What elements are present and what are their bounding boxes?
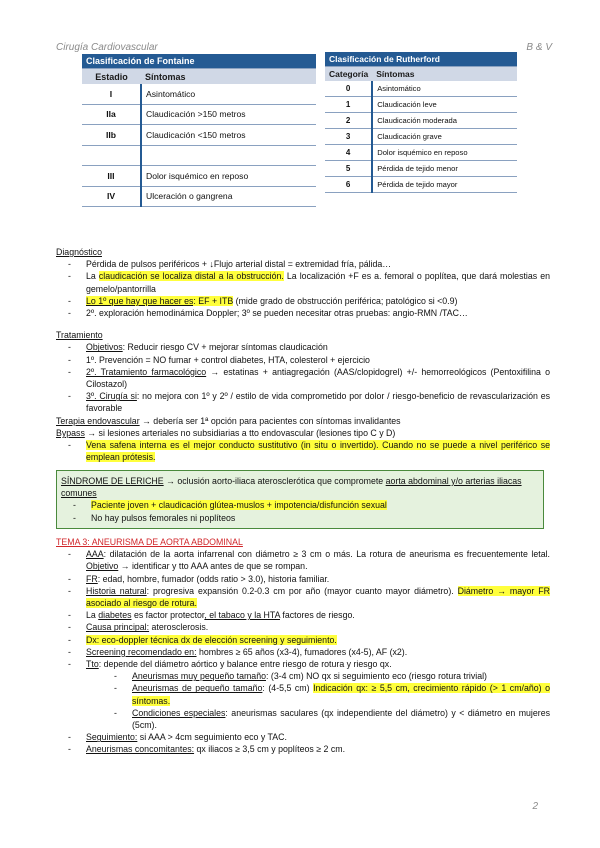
item-text: La <box>86 610 99 621</box>
item-text: : dilatación de la aorta infarrenal con diámetro ≥ 3 cm o más. La rotura de aneurisma es frecuentemente letal. <box>103 549 550 560</box>
list-item <box>68 390 550 414</box>
highlight-text: Paciente joven + claudicación glútea-muslos + impotencia/disfunción sexual <box>91 500 387 511</box>
list-item <box>68 731 550 743</box>
item-text: hombres ≥ 65 años (x3-4), fumadores (x4-5), AF (x2). <box>196 646 408 657</box>
tratamiento-list <box>56 341 550 414</box>
document-header-authors: B & V <box>526 42 552 53</box>
item-text: : depende del diámetro aórtico y balance entre riesgo de rotura y riesgo qx. <box>98 659 392 670</box>
item-text: La localización +F es a. femoral o poplítea, que dará molestias en gemelo/pantorrilla <box>86 271 550 294</box>
fontaine-stage: I <box>82 84 141 104</box>
bypass-list <box>56 439 550 463</box>
list-item <box>68 258 550 270</box>
item-text: : progresiva expansión 0.2-0.3 cm por año (mayor cuanto mayor diámetro). <box>146 585 458 596</box>
highlight-text: Indicación qx: ≥ 5,5 cm, crecimiento rápido (> 1 cm/año) o síntomas. <box>132 683 550 706</box>
item-label: AAA <box>86 549 104 560</box>
item-label: Aneurismas concomitantes: <box>86 744 195 755</box>
tema3-heading: TEMA 3: ANEURISMA DE AORTA ABDOMINAL <box>56 537 243 547</box>
table-row <box>325 113 517 129</box>
fontaine-table <box>82 54 316 207</box>
fontaine-stage-empty <box>82 145 141 166</box>
rutherford-symptom: Asintomático <box>372 81 517 97</box>
item-label: Condiciones especiales <box>132 707 226 718</box>
fontaine-symptom: Dolor isquémico en reposo <box>141 166 316 187</box>
list-item <box>68 621 550 633</box>
rutherford-table <box>325 52 517 193</box>
fontaine-symptom-empty <box>141 145 316 166</box>
document-header-title: Cirugía Cardiovascular <box>56 42 158 53</box>
item-text: → estatinas + antiagregación (AAS/clopidogrel) +/- hemorreológicos (Pentoxifilina o Cilostazol) <box>86 366 550 390</box>
table-row <box>325 161 517 177</box>
item-text: : (4-5,5 cm) <box>262 683 314 694</box>
item-text: factores de riesgo. <box>279 610 355 621</box>
highlight-text: Diámetro → mayor FR asociado al riesgo de rotura. <box>86 585 550 609</box>
list-item <box>114 682 550 706</box>
item-text: → identificar y tto AAA antes de que se rompan. <box>118 561 308 572</box>
list-item <box>68 658 550 731</box>
list-item <box>68 341 550 353</box>
highlight-text: : EF + ITB <box>193 295 234 306</box>
rutherford-category: 4 <box>325 145 372 161</box>
table-row <box>325 145 517 161</box>
list-item <box>68 307 550 319</box>
table-row <box>325 81 517 97</box>
item-text: qx iliacos ≥ 3,5 cm y poplíteos ≥ 2 cm. <box>194 744 346 755</box>
item-text: si AAA > 4cm seguimiento eco y TAC. <box>137 732 287 743</box>
fontaine-symptom: Claudicación >150 metros <box>141 104 316 125</box>
list-item <box>68 366 550 390</box>
rutherford-title: Clasificación de Rutherford <box>325 52 517 67</box>
item-label: 3º. Cirugía si <box>86 391 137 402</box>
item-label: Aneurismas muy pequeño tamaño <box>132 671 266 682</box>
list-item <box>68 439 550 463</box>
bypass-line <box>56 427 550 439</box>
list-item <box>68 548 550 572</box>
table-row <box>82 104 316 125</box>
item-label: Objetivo <box>86 561 119 572</box>
list-item <box>73 512 539 524</box>
list-item <box>68 609 550 621</box>
fontaine-col-symptoms: Síntomas <box>141 69 316 85</box>
rutherford-symptom: Pérdida de tejido mayor <box>372 177 517 193</box>
item-label: Seguimiento: <box>86 732 138 743</box>
rutherford-category: 2 <box>325 113 372 129</box>
item-text: es factor protector <box>131 610 205 621</box>
fontaine-stage: IV <box>82 186 141 207</box>
item-label: , el tabaco y la HTA <box>204 610 280 621</box>
table-row <box>325 177 517 193</box>
rutherford-symptom: Claudicación leve <box>372 97 517 113</box>
rutherford-symptom: Claudicación moderada <box>372 113 517 129</box>
highlight-text: claudicación se localiza distal a la obstrucción. <box>98 271 284 282</box>
diagnostico-heading: Diagnóstico <box>56 247 102 257</box>
item-label: FR <box>86 573 98 584</box>
table-row <box>82 84 316 104</box>
highlight-text: Dx: eco-doppler técnica dx de elección screening y seguimiento. <box>86 634 337 645</box>
list-item <box>73 499 539 511</box>
item-label: Terapia endovascular <box>56 415 140 426</box>
diagnostico-list <box>56 258 550 319</box>
table-row <box>82 166 316 187</box>
tema3-section <box>56 536 550 756</box>
item-text: : no mejora con 1º y 2º / estilo de vida comprometido por dolor / riesgo-beneficio de revascularización es favorable <box>86 391 551 414</box>
rutherford-symptom: Claudicación grave <box>372 129 517 145</box>
rutherford-category: 5 <box>325 161 372 177</box>
item-label: Bypass <box>56 427 85 438</box>
list-item <box>68 743 550 755</box>
rutherford-symptom: Pérdida de tejido menor <box>372 161 517 177</box>
highlight-text: Vena safena interna es el mejor conducto sustitutivo (in situ o invertido). Cuando no se puede a nivel periférico se emplean prótesis. <box>86 440 550 463</box>
item-text: No hay pulsos femorales ni poplíteos <box>91 512 236 523</box>
fontaine-symptom: Asintomático <box>141 84 316 104</box>
item-label: Historia natural <box>86 585 147 596</box>
item-text: → si lesiones arteriales no subsidiarias a tto endovascular (lesiones tipo C y D) <box>84 427 396 438</box>
list-item <box>114 670 550 682</box>
rutherford-col-symptoms: Síntomas <box>372 67 517 82</box>
item-text: : edad, hombre, fumador (odds ratio > 3.0), historia familiar. <box>97 573 330 584</box>
rutherford-category: 1 <box>325 97 372 113</box>
item-text: → debería ser 1ª opción para pacientes con síntomas invalidantes <box>139 415 401 426</box>
item-label: Tto <box>86 659 99 670</box>
item-text: : (3-4 cm) NO qx si seguimiento eco (riesgo rotura trivial) <box>266 671 487 682</box>
rutherford-col-category: Categoría <box>325 67 372 82</box>
item-text: 2º. exploración hemodinámica Doppler; 3º se pueden necesitar otras pruebas: angio-RMN /TAC… <box>86 308 468 319</box>
item-label: diabetes <box>98 610 132 621</box>
list-item <box>68 270 550 294</box>
leriche-box <box>56 470 544 529</box>
fontaine-title: Clasificación de Fontaine <box>82 54 316 69</box>
fontaine-stage: IIa <box>82 104 141 125</box>
list-item <box>68 634 550 646</box>
table-row <box>325 97 517 113</box>
item-label: Causa principal: <box>86 622 150 633</box>
table-row <box>82 186 316 207</box>
item-label: SÍNDROME DE LERICHE <box>61 476 164 486</box>
list-item <box>68 295 550 307</box>
item-text: Pérdida de pulsos periféricos + ↓Flujo arterial distal = extremidad fría, pálida… <box>86 259 392 270</box>
item-label: aorta abdominal y/o arterias iliacas comunes <box>61 476 522 499</box>
item-label: Objetivos <box>86 342 123 353</box>
highlight-text: Lo 1º que hay que hacer es <box>86 295 194 306</box>
item-text: 1º. Prevención = NO fumar + control diabetes, HTA, colesterol + ejercicio <box>86 354 370 365</box>
list-item <box>68 354 550 366</box>
list-item <box>68 646 550 658</box>
page-number: 2 <box>532 801 538 812</box>
item-text: : Reducir riesgo CV + mejorar síntomas claudicación <box>122 342 328 353</box>
fontaine-symptom: Claudicación <150 metros <box>141 125 316 146</box>
fontaine-symptom: Ulceración o gangrena <box>141 186 316 207</box>
tema3-list <box>56 548 550 755</box>
table-row <box>82 125 316 146</box>
rutherford-category: 0 <box>325 81 372 97</box>
list-item <box>68 585 550 609</box>
rutherford-symptom: Dolor isquémico en reposo <box>372 145 517 161</box>
rutherford-category: 6 <box>325 177 372 193</box>
item-text: (mide grado de obstrucción periférica; patológico si <0.9) <box>233 295 458 306</box>
table-row <box>325 129 517 145</box>
tto-sublist <box>86 670 550 731</box>
item-text: aterosclerosis. <box>149 622 209 633</box>
endovascular-line <box>56 415 550 427</box>
item-text: : aneurismas saculares (qx independiente del diámetro) y < diámetro en mujeres (5cm). <box>132 707 550 731</box>
leriche-title <box>61 475 539 499</box>
fontaine-col-stage: Estadio <box>82 69 141 85</box>
main-text <box>56 238 550 463</box>
tratamiento-heading: Tratamiento <box>56 330 103 341</box>
rutherford-category: 3 <box>325 129 372 145</box>
leriche-list <box>61 499 539 523</box>
list-item <box>68 573 550 585</box>
item-label: Aneurismas de pequeño tamaño <box>132 683 263 694</box>
list-item <box>114 707 550 731</box>
fontaine-stage: IIb <box>82 125 141 146</box>
item-label: 2º. Tratamiento farmacológico <box>86 366 207 377</box>
item-text: La <box>86 271 99 282</box>
item-label: Screening recomendado en: <box>86 646 197 657</box>
item-text: → oclusión aorto-iliaca aterosclerótica que compromete <box>163 476 386 486</box>
fontaine-stage: III <box>82 166 141 187</box>
table-row <box>82 145 316 166</box>
